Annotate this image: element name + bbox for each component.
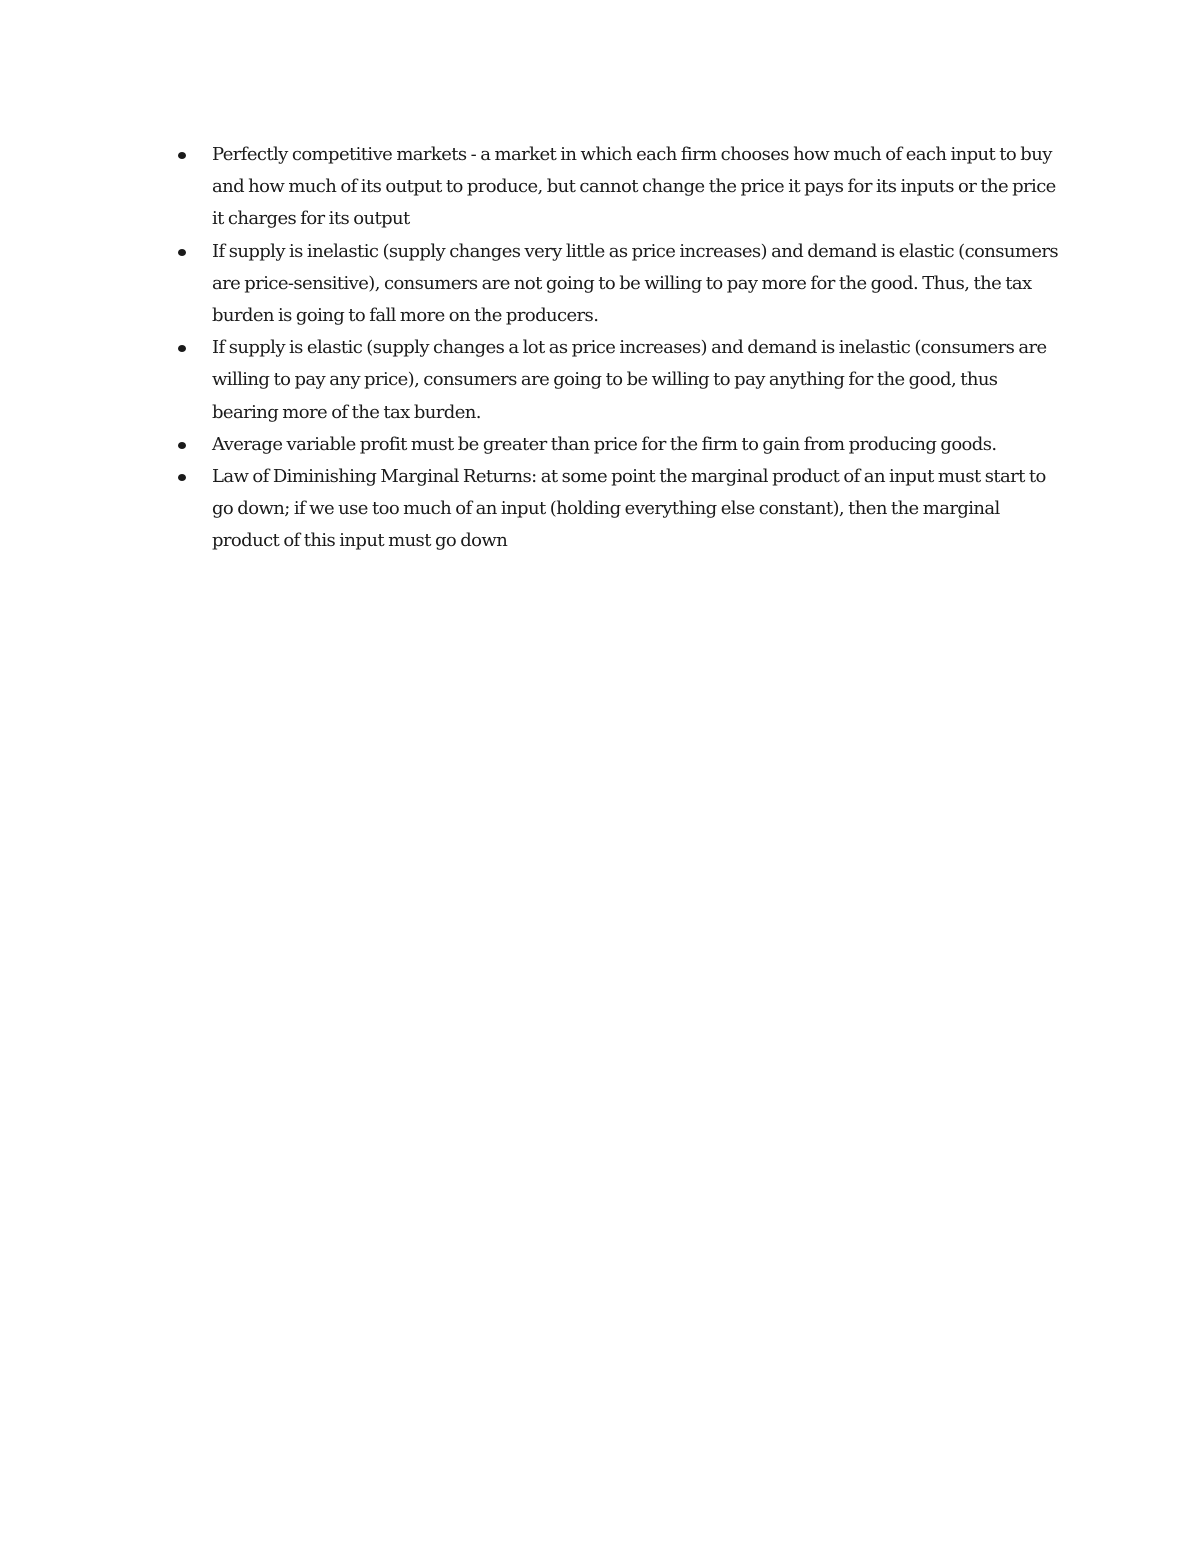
bullet-icon <box>178 474 186 481</box>
bullet-icon <box>178 442 186 449</box>
bullet-icon <box>178 152 186 159</box>
list-item-text: If supply is elastic (supply changes a lot as price increases) and demand is inelastic (consumers are willing to pay any price), consumers are going to be willing to pay anything for the good, thus bearing more of the tax burden. <box>212 337 1047 423</box>
bullet-icon <box>178 249 186 256</box>
bullet-icon <box>178 345 186 352</box>
list-item-text: If supply is inelastic (supply changes very little as price increases) and demand is elastic (consumers are price-sensitive), consumers are not going to be willing to pay more for the good. Thus, the tax burden is going to fall more on the producers. <box>212 240 1059 327</box>
list-item-text: Average variable profit must be greater than price for the firm to gain from producing goods. <box>212 433 997 455</box>
list-item <box>176 461 1066 558</box>
list-item <box>176 236 1066 333</box>
list-item <box>176 429 1066 461</box>
list-item <box>176 332 1066 429</box>
list-item-text: Law of Diminishing Marginal Returns: at some point the marginal product of an input must start to go down; if we use too much of an input (holding everything else constant), then the marginal product of this input must go down <box>212 466 1046 552</box>
list-item <box>176 139 1066 236</box>
bullet-list <box>176 139 1066 558</box>
list-item-text: Perfectly competitive markets - a market in which each firm chooses how much of each input to buy and how much of its output to produce, but cannot change the price it pays for its inputs or the price it charges for its output <box>212 144 1056 230</box>
